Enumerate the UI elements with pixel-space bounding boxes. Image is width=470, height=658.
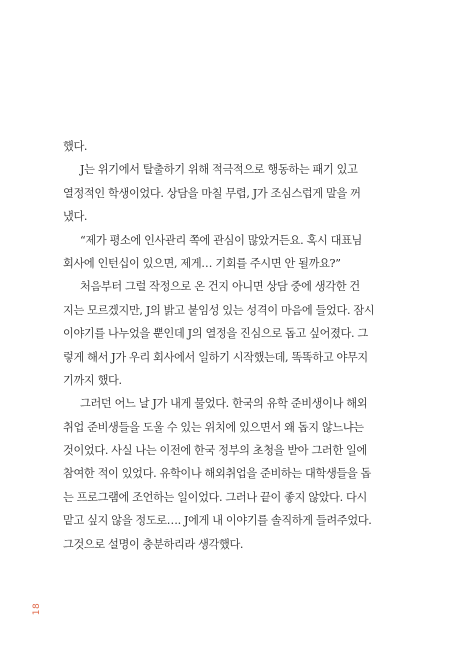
text-line: 기까지 했다. (63, 373, 122, 387)
text-line: “제가 평소에 인사관리 쪽에 관심이 많았거든요. 혹시 대표님 (80, 233, 362, 247)
text-line: 참여한 적이 있었다. 유학이나 해외취업을 준비하는 대학생들을 돕 (63, 467, 371, 481)
text-line: 이야기를 나누었을 뿐인데 J의 열정을 진심으로 돕고 싶어졌다. 그 (63, 327, 368, 341)
text-line: 그러던 어느 날 J가 내게 물었다. 한국의 유학 준비생이나 해외 (80, 397, 368, 411)
text-line: 열정적인 학생이었다. 상담을 마칠 무렵, J가 조심스럽게 말을 꺼 (63, 186, 361, 200)
text-line: 는 프로그램에 조언하는 일이었다. 그러나 끝이 좋지 않았다. 다시 (63, 490, 367, 504)
page-number: 18 (32, 602, 43, 616)
text-line: 처음부터 그럴 작정으로 온 건지 아니면 상담 중에 생각한 건 (80, 280, 360, 294)
text-line: 회사에 인턴십이 있으면, 제게… 기회를 주시면 안 될까요?” (63, 256, 341, 270)
body-text (63, 135, 383, 556)
text-line: 렇게 해서 J가 우리 회사에서 일하기 시작했는데, 똑똑하고 야무지 (63, 350, 368, 364)
text-line: 지는 모르겠지만, J의 밝고 붙임성 있는 성격이 마음에 들었다. 잠시 (63, 303, 375, 317)
text-line: 그것으로 설명이 충분하리라 생각했다. (63, 537, 244, 551)
text-line: 맡고 싶지 않을 정도로…. J에게 내 이야기를 솔직하게 들려주었다. (63, 514, 372, 528)
text-line: 것이었다. 사실 나는 이전에 한국 정부의 초청을 받아 그러한 일에 (63, 444, 367, 458)
text-line: 취업 준비생들을 도울 수 있는 위치에 있으면서 왜 돕지 않느냐는 (63, 420, 364, 434)
text-line: J는 위기에서 탈출하기 위해 적극적으로 행동하는 패기 있고 (80, 163, 358, 177)
text-line: 했다. (63, 140, 88, 153)
text-line: 냈다. (63, 210, 88, 224)
